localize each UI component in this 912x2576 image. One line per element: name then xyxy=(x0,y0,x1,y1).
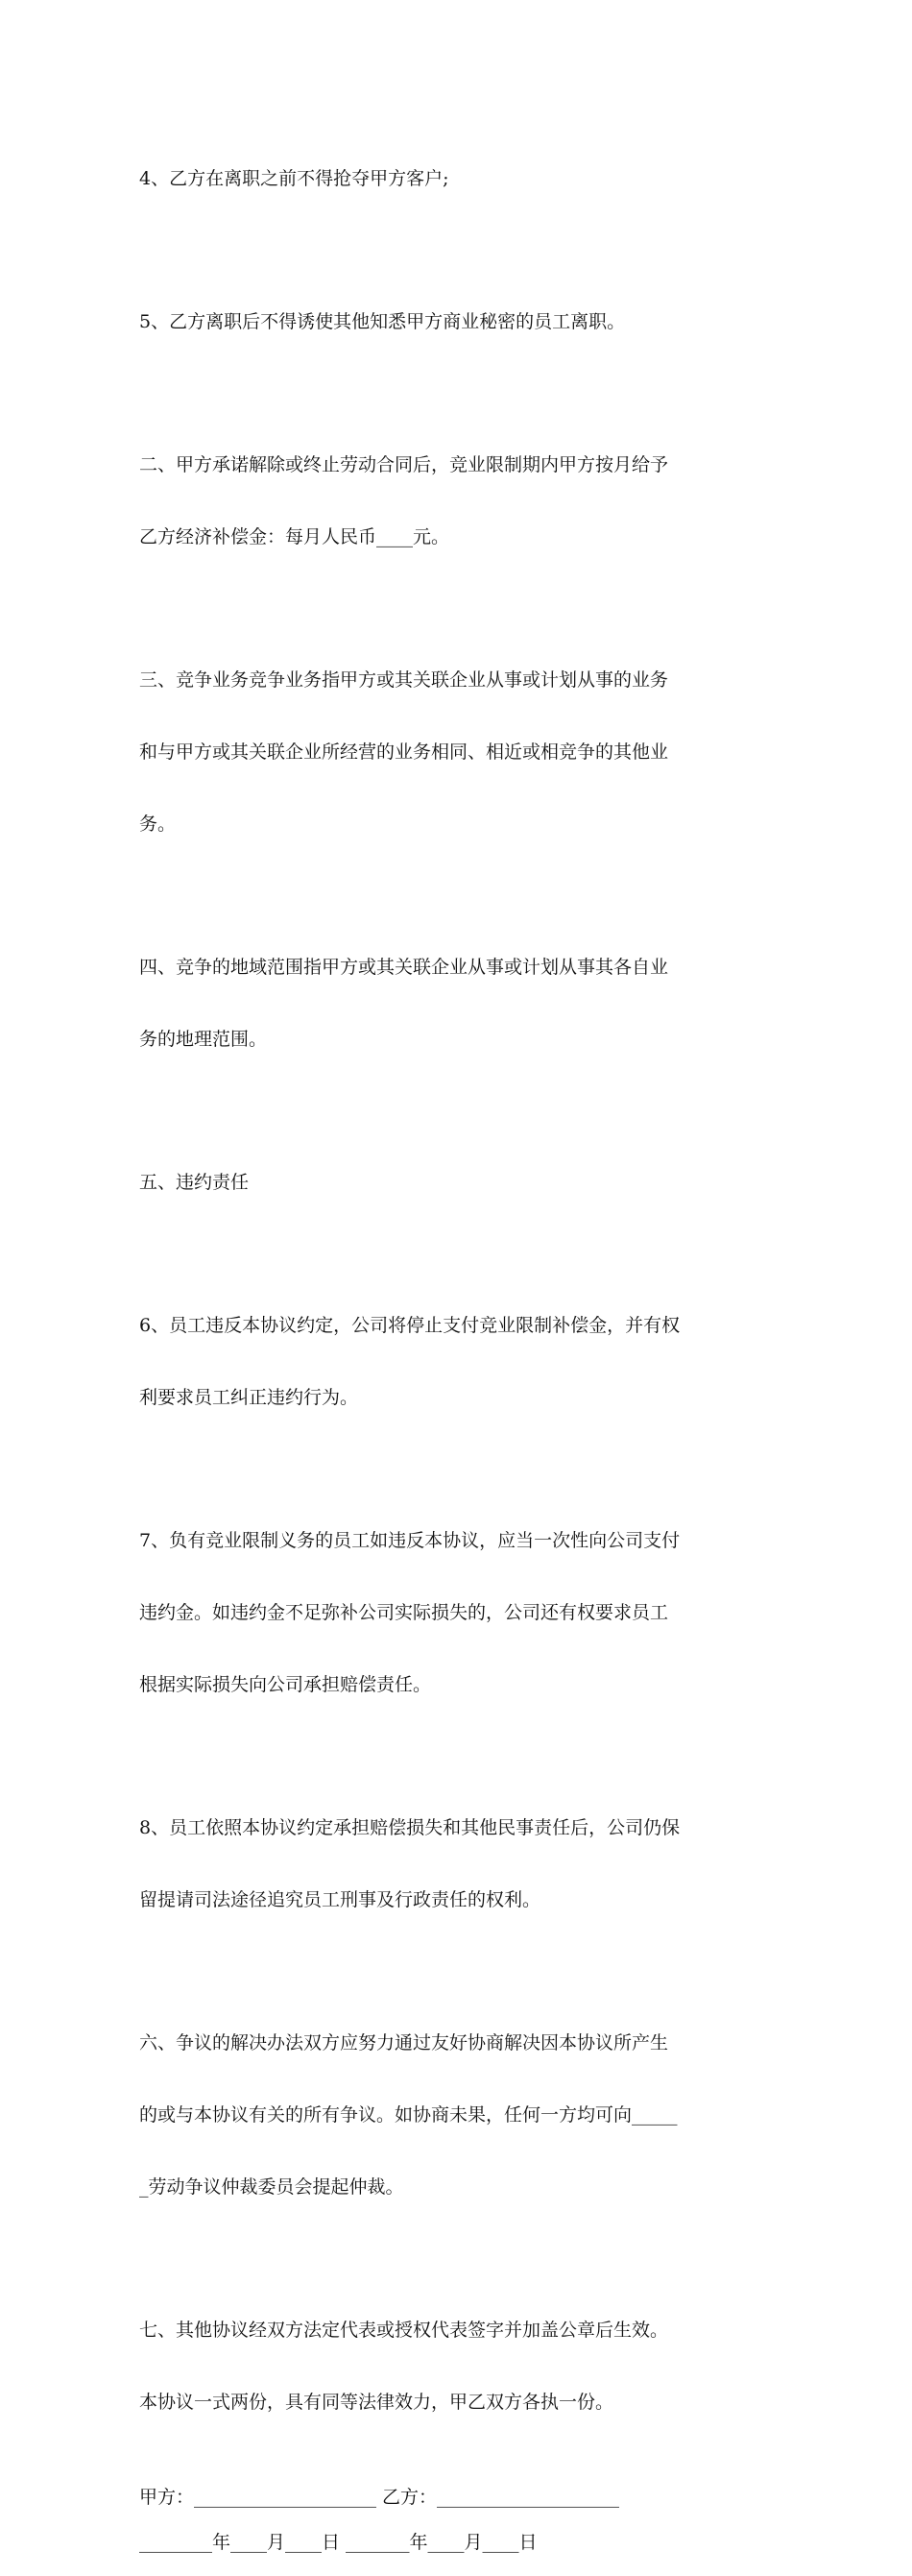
section-7-paragraph xyxy=(139,2271,782,2463)
text-line: 乙方经济补偿金：每月人民币____元。 xyxy=(139,526,450,547)
text-line: 四、竞争的地域范围指甲方或其关联企业从事或计划从事其各自业 xyxy=(139,957,669,978)
clause-7-paragraph xyxy=(139,1481,782,1745)
clause-8-paragraph xyxy=(139,1768,782,1960)
clause-5-paragraph xyxy=(139,262,782,382)
signature-line: 甲方：____________________ 乙方：____________________ xyxy=(139,2487,620,2508)
text-line: 7、负有竞业限制义务的员工如违反本协议，应当一次性向公司支付 xyxy=(139,1530,681,1551)
text-line: 5、乙方离职后不得诱使其他知悉甲方商业秘密的员工离职。 xyxy=(139,311,626,332)
text-line: 七、其他协议经双方法定代表或授权代表签字并加盖公章后生效。 xyxy=(139,2320,669,2341)
text-line: 的或与本协议有关的所有争议。如协商未果，任何一方均可向_____ xyxy=(139,2104,678,2126)
section-5-heading xyxy=(139,1123,782,1243)
text-line: 六、争议的解决办法双方应努力通过友好协商解决因本协议所产生 xyxy=(139,2032,669,2054)
clause-4-paragraph xyxy=(139,119,782,239)
section-2-paragraph xyxy=(139,405,782,597)
text-line: 4、乙方在离职之前不得抢夺甲方客户; xyxy=(139,168,449,189)
text-line: 8、员工依照本协议约定承担赔偿损失和其他民事责任后，公司仍保 xyxy=(139,1817,681,1838)
text-line: 留提请司法途径追究员工刑事及行政责任的权利。 xyxy=(139,1889,541,1910)
text-line: 务。 xyxy=(139,814,177,835)
text-line: 本协议一式两份，具有同等法律效力，甲乙双方各执一份。 xyxy=(139,2392,614,2413)
document-body xyxy=(139,119,782,2576)
text-line: 和与甲方或其关联企业所经营的业务相同、相近或相竞争的其他业 xyxy=(139,741,669,763)
text-line: 利要求员工纠正违约行为。 xyxy=(139,1387,359,1408)
text-line: 三、竞争业务竞争业务指甲方或其关联企业从事或计划从事的业务 xyxy=(139,669,669,691)
clause-6-paragraph xyxy=(139,1266,782,1458)
text-line: 6、员工违反本协议约定，公司将停止支付竞业限制补偿金，并有权 xyxy=(139,1315,681,1336)
text-line: 二、甲方承诺解除或终止劳动合同后，竞业限制期内甲方按月给予 xyxy=(139,454,669,475)
section-6-paragraph xyxy=(139,1983,782,2248)
date-line: ________年____月____日 _______年____月____日 xyxy=(139,2532,538,2553)
text-line: 务的地理范围。 xyxy=(139,1029,268,1050)
text-line: 五、违约责任 xyxy=(139,1172,250,1193)
section-4-paragraph xyxy=(139,908,782,1100)
text-line: 根据实际损失向公司承担赔偿责任。 xyxy=(139,1674,432,1695)
section-3-paragraph xyxy=(139,620,782,885)
text-line: _劳动争议仲裁委员会提起仲裁。 xyxy=(139,2176,404,2198)
text-line: 违约金。如违约金不足弥补公司实际损失的，公司还有权要求员工 xyxy=(139,1602,669,1623)
